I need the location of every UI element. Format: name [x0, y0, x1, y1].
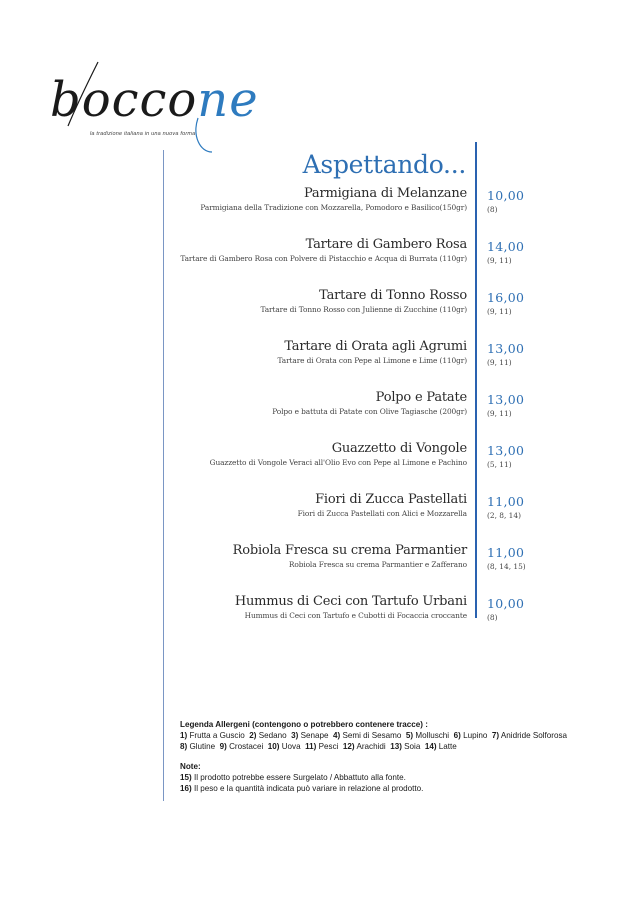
menu-item-price: 16,00 — [487, 290, 525, 305]
menu-item-allergens: (8) — [487, 613, 498, 622]
menu-item-price-block — [487, 443, 524, 470]
menu-item-name-desc — [200, 186, 467, 213]
allergen-label: Uova — [281, 742, 301, 751]
logo — [50, 56, 259, 156]
allergen-label: Sedano — [258, 731, 287, 740]
allergen-label: Pesci — [318, 742, 339, 751]
menu-item-name: Tartare di Orata agli Agrumi — [284, 339, 467, 354]
logo-wordmark — [50, 72, 259, 128]
menu-item-price-block — [487, 290, 524, 317]
menu-item-allergens: (5, 11) — [487, 460, 512, 469]
allergen-line-1 — [180, 730, 567, 741]
note-line — [180, 772, 567, 783]
menu-item-desc: Hummus di Ceci con Tartufo e Cubotti di Focaccia croccante — [244, 611, 467, 620]
left-divider — [163, 150, 164, 801]
menu-item-price-block — [487, 239, 524, 266]
menu-item-name: Robiola Fresca su crema Parmantier — [232, 543, 467, 558]
menu-item-name: Tartare di Tonno Rosso — [319, 288, 467, 303]
allergen-label: Molluschi — [415, 731, 450, 740]
note-number: 15) — [180, 773, 192, 782]
menu-item-desc: Fiori di Zucca Pastellati con Alici e Mozzarella — [297, 509, 467, 518]
menu-item-desc: Parmigiana della Tradizione con Mozzarella, Pomodoro e Basilico(150gr) — [200, 203, 467, 212]
allergen-number: 11) — [305, 742, 317, 751]
logo-tagline: la tradizione italiana in una nuova forma — [90, 131, 196, 137]
menu-item-allergens: (8, 14, 15) — [487, 562, 526, 571]
menu-item-price-block — [487, 596, 524, 623]
menu-item-price: 11,00 — [487, 545, 525, 560]
menu-item-name: Polpo e Patate — [375, 390, 467, 405]
legend-title: Legenda Allergeni (contengono o potrebbero contenere tracce) : — [180, 720, 428, 729]
logo-wordmark-main: bocco — [50, 72, 198, 128]
allergen-number: 14) — [424, 742, 437, 751]
note-text: Il peso e la quantità indicata può variare in relazione al prodotto. — [193, 784, 424, 793]
menu-item-price: 13,00 — [487, 341, 525, 356]
menu-item-allergens: (8) — [487, 205, 498, 214]
menu-item-name: Guazzetto di Vongole — [331, 441, 467, 456]
menu-item-desc: Guazzetto di Vongole Veraci all'Olio Evo con Pepe al Limone e Pachino — [209, 458, 467, 467]
menu-item-name-desc — [235, 594, 467, 621]
allergen-number: 12) — [342, 742, 355, 751]
menu-item-name-desc — [298, 492, 467, 519]
allergen-number: 10) — [267, 742, 280, 751]
menu-item-price: 13,00 — [487, 443, 525, 458]
menu-item-desc: Polpo e battuta di Patate con Olive Tagiasche (200gr) — [272, 407, 467, 416]
menu-item-desc: Tartare di Gambero Rosa con Polvere di Pistacchio e Acqua di Burrata (110gr) — [180, 254, 467, 263]
menu-item-allergens: (9, 11) — [487, 256, 512, 265]
menu-item-allergens: (9, 11) — [487, 307, 512, 316]
menu-item-price: 10,00 — [487, 188, 525, 203]
menu-item-price: 11,00 — [487, 494, 525, 509]
allergen-label: Arachidi — [356, 742, 386, 751]
allergen-number: 2) — [249, 731, 257, 740]
allergen-number: 4) — [333, 731, 341, 740]
allergen-label: Semi di Sesamo — [342, 731, 402, 740]
menu-item-name: Hummus di Ceci con Tartufo Urbani — [234, 594, 467, 609]
menu-item-desc: Robiola Fresca su crema Parmantier e Zafferano — [288, 560, 467, 569]
menu-item-allergens: (9, 11) — [487, 358, 512, 367]
menu-item-name: Parmigiana di Melanzane — [303, 186, 467, 201]
menu-item-price-block — [487, 341, 524, 368]
menu-item-price: 14,00 — [487, 239, 525, 254]
allergen-number: 6) — [453, 731, 461, 740]
menu-item-price-block — [487, 494, 524, 521]
menu-item-name-desc — [272, 390, 467, 417]
allergen-label: Soia — [404, 742, 421, 751]
price-divider — [475, 142, 477, 618]
allergen-label: Glutine — [189, 742, 216, 751]
menu-item-desc: Tartare di Tonno Rosso con Julienne di Zucchine (110gr) — [260, 305, 467, 314]
allergen-number: 9) — [219, 742, 227, 751]
menu-item-name-desc — [278, 339, 467, 366]
allergen-footer — [180, 719, 567, 794]
allergen-label: Crostacei — [229, 742, 264, 751]
notes-title: Note: — [180, 762, 201, 771]
menu-item-name-desc — [233, 543, 467, 570]
menu-item-desc: Tartare di Orata con Pepe al Limone e Lime (110gr) — [277, 356, 467, 365]
allergen-label: Latte — [438, 742, 457, 751]
note-number: 16) — [180, 784, 192, 793]
menu-item-name-desc — [210, 441, 467, 468]
note-line — [180, 783, 567, 794]
allergen-number: 7) — [491, 731, 500, 740]
allergen-label: Frutta a Guscio — [189, 731, 245, 740]
menu-item-price-block — [487, 392, 524, 419]
allergen-number: 13) — [390, 742, 402, 751]
menu-item-allergens: (2, 8, 14) — [487, 511, 521, 520]
menu-item-price-block — [487, 188, 524, 215]
menu-item-name-desc — [260, 288, 467, 315]
menu-item-name-desc — [180, 237, 467, 264]
menu-item-allergens: (9, 11) — [487, 409, 512, 418]
menu-item-name: Fiori di Zucca Pastellati — [315, 492, 467, 507]
allergen-number: 8) — [180, 742, 188, 751]
menu-item-price: 13,00 — [487, 392, 525, 407]
menu-item-price-block — [487, 545, 526, 572]
section-title: Aspettando... — [302, 150, 466, 179]
allergen-label: Anidride Solforosa — [500, 731, 568, 740]
allergen-number: 5) — [405, 731, 414, 740]
allergen-line-2 — [180, 741, 567, 752]
menu-item-name: Tartare di Gambero Rosa — [305, 237, 467, 252]
note-text: Il prodotto potrebbe essere Surgelato / Abbattuto alla fonte. — [193, 773, 406, 782]
logo-wordmark-accent: ne — [197, 72, 259, 128]
allergen-number: 1) — [180, 731, 188, 740]
allergen-number: 3) — [291, 731, 299, 740]
menu-item-price: 10,00 — [487, 596, 525, 611]
allergen-label: Lupino — [463, 731, 488, 740]
allergen-label: Senape — [300, 731, 329, 740]
